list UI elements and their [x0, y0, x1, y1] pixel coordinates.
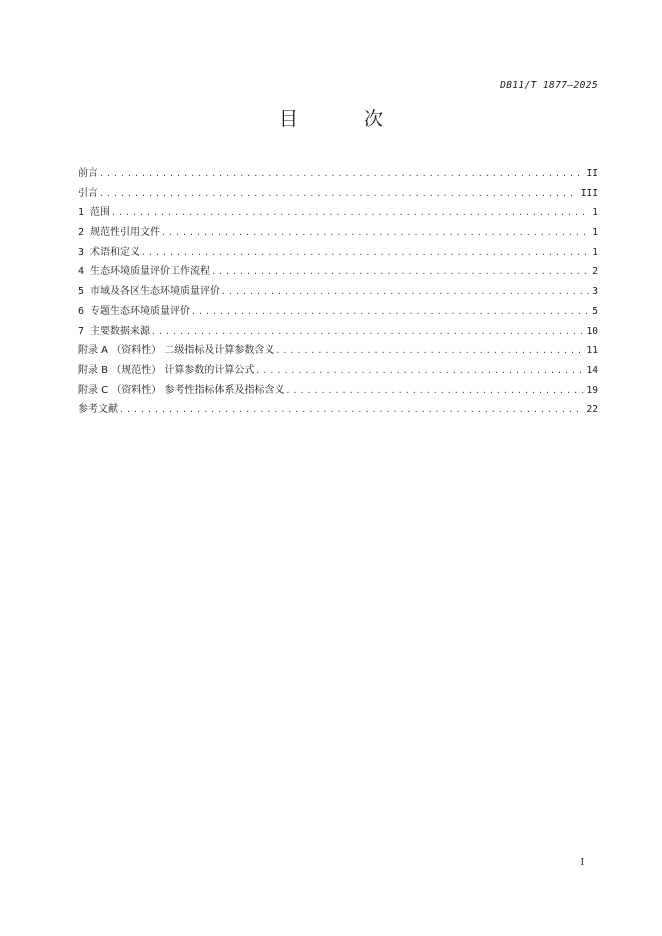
toc-entry-label: 范围	[90, 207, 111, 219]
toc-entry-page: III	[580, 187, 598, 199]
toc-entry-label: 附录 A （资料性） 二级指标及计算参数含义	[78, 345, 275, 357]
toc-title: 目 次	[278, 108, 414, 130]
toc-entry[interactable]	[78, 341, 598, 361]
toc-entry-number: 6	[78, 305, 85, 317]
toc-entry[interactable]	[78, 381, 598, 401]
toc-entry[interactable]	[78, 223, 598, 243]
toc-entry-label: 前言	[78, 168, 98, 179]
toc-entry-label: 规范性引用文件	[90, 227, 161, 239]
toc-entry-page: 1	[592, 246, 598, 258]
toc-entry-page: 10	[586, 325, 598, 337]
toc-entry-page: 22	[586, 404, 598, 416]
toc-entry-label: 附录 B （规范性） 计算参数的计算公式	[78, 364, 255, 376]
toc-entry[interactable]	[78, 322, 598, 342]
toc-entry-number: 1	[78, 207, 85, 219]
toc-entry-page: II	[586, 168, 598, 179]
toc-entry[interactable]	[78, 262, 598, 282]
toc-dot-leader	[111, 208, 589, 217]
toc-entry-label: 引言	[78, 187, 98, 199]
toc-entry-label: 专题生态环境质量评价	[90, 305, 191, 317]
toc-entry-page: 1	[592, 227, 598, 239]
toc-entry-page: 5	[592, 305, 598, 317]
toc-dot-leader	[99, 169, 584, 178]
toc-entry[interactable]	[78, 164, 598, 184]
toc-entry-page: 3	[592, 286, 598, 298]
toc-dot-leader	[119, 405, 584, 414]
toc-dot-leader	[99, 189, 578, 198]
toc-entry-page: 2	[592, 266, 598, 278]
toc-entry-page: 11	[586, 345, 598, 357]
toc-entry[interactable]	[78, 184, 598, 204]
toc-entry-label: 市域及各区生态环境质量评价	[90, 286, 221, 298]
toc-dot-leader	[255, 366, 583, 375]
toc-dot-leader	[161, 228, 589, 237]
toc-entry-label: 主要数据来源	[90, 325, 151, 337]
toc-dot-leader	[151, 327, 584, 336]
toc-entry-page: 1	[592, 207, 598, 219]
toc-entry-page: 19	[586, 384, 598, 396]
toc-entry[interactable]	[78, 282, 598, 302]
toc-dot-leader	[141, 248, 589, 257]
toc-entry-number: 3	[78, 246, 85, 258]
toc-entry-page: 14	[586, 364, 598, 376]
toc-dot-leader	[275, 346, 583, 355]
toc-dot-leader	[221, 287, 589, 296]
table-of-contents	[78, 164, 598, 420]
document-code: DB11/T 1877—2025	[500, 80, 598, 91]
toc-entry-number: 5	[78, 286, 85, 298]
toc-entry-number: 7	[78, 325, 85, 337]
toc-entry-number: 2	[78, 227, 85, 239]
page-number: I	[580, 858, 584, 868]
toc-entry-label: 生态环境质量评价工作流程	[90, 266, 211, 278]
toc-entry-number: 4	[78, 266, 85, 278]
toc-entry[interactable]	[78, 361, 598, 381]
toc-dot-leader	[211, 267, 589, 276]
toc-entry-label: 参考文献	[78, 404, 118, 416]
toc-entry[interactable]	[78, 243, 598, 263]
toc-entry-label: 附录 C （资料性） 参考性指标体系及指标含义	[78, 384, 285, 396]
toc-dot-leader	[286, 386, 584, 395]
toc-entry[interactable]	[78, 302, 598, 322]
toc-entry-label: 术语和定义	[90, 246, 141, 258]
toc-dot-leader	[191, 307, 589, 316]
toc-entry[interactable]	[78, 203, 598, 223]
toc-entry[interactable]	[78, 400, 598, 420]
